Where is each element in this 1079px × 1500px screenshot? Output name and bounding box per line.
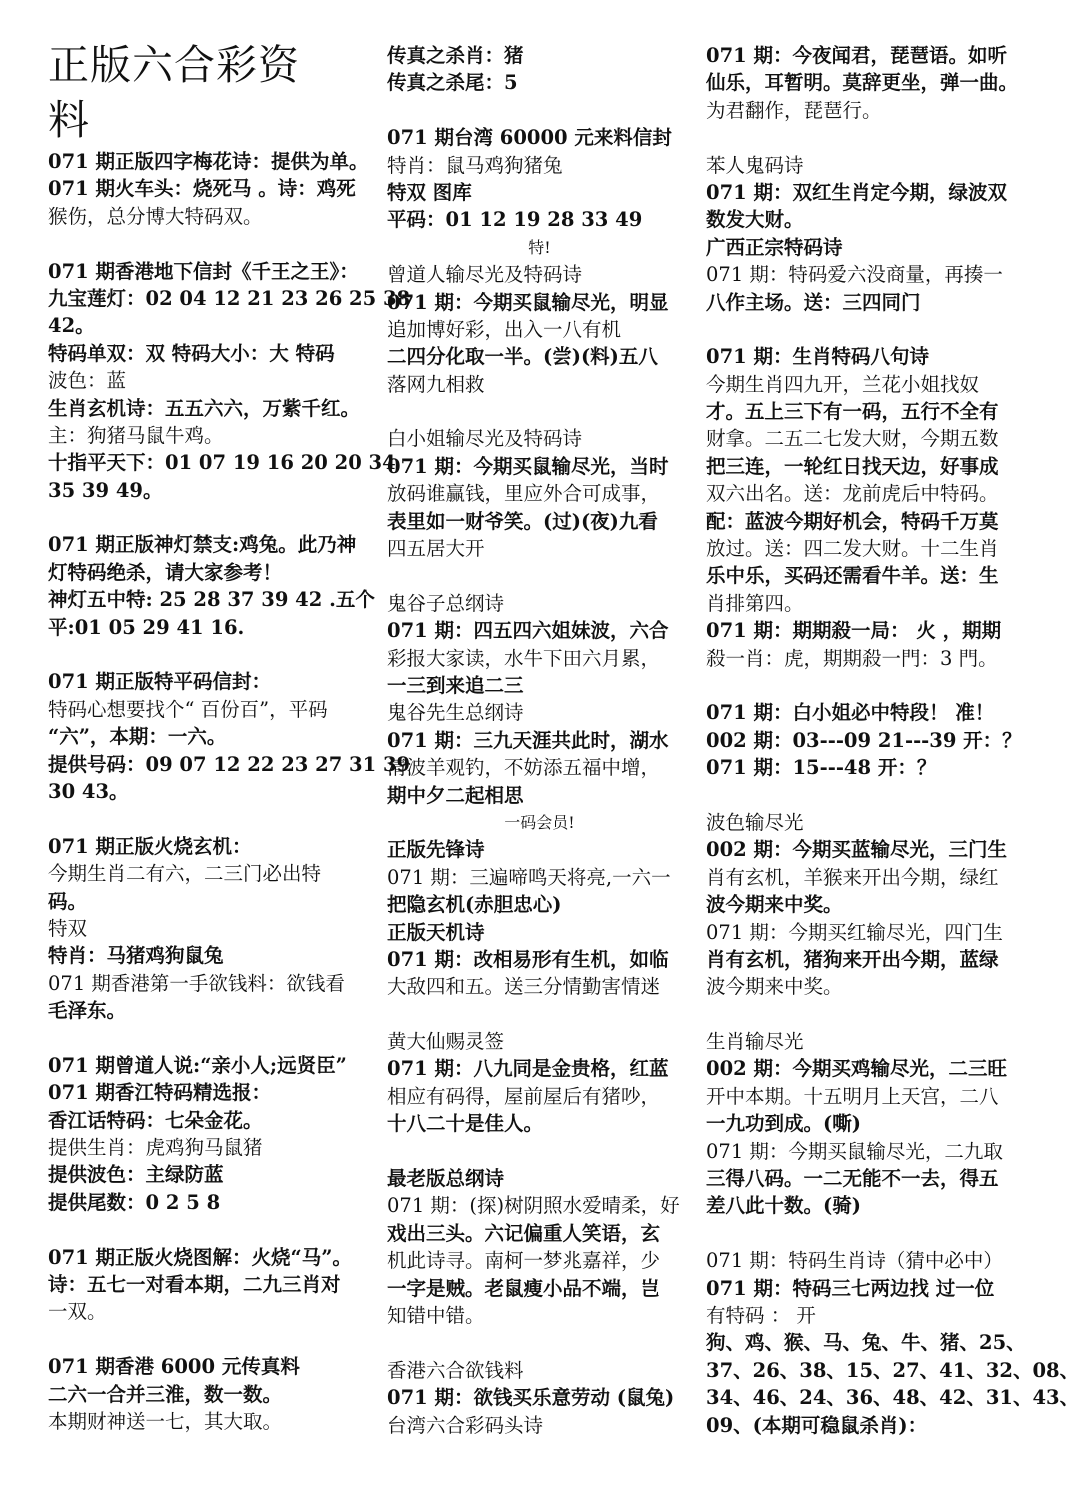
text-line: 数发大财。 (706, 208, 804, 232)
text-line: 乐中乐，买码还需看牛羊。送：生 (706, 564, 999, 588)
spacer (706, 28, 1036, 42)
spacer (706, 1001, 1036, 1028)
text-line: 071 期：今期买鼠输尽光，二九取 (706, 1139, 1003, 1163)
text-line: 码。 (48, 889, 88, 913)
text-line: 把隐玄机(赤胆忠心) (387, 893, 562, 917)
column-left (48, 0, 411, 1435)
spacer (387, 97, 692, 124)
spacer (48, 1025, 378, 1052)
text-line: 二六一合并三淮，数一数。 (48, 1382, 283, 1406)
text-line: 071 期：欲钱买乐意劳动 (鼠兔) (387, 1386, 675, 1410)
text-line: 诗：五七一对看本期，二九三肖对 (48, 1273, 341, 1297)
text-line: 071 期：三遍啼鸣天将亮,一六一 (387, 865, 671, 889)
spacer (387, 1001, 692, 1028)
text-line: 特双 图库 (387, 180, 472, 204)
page-title: 正版六合彩资 (48, 41, 300, 89)
spacer (48, 1326, 378, 1353)
text-line: 本期财神送一七，其大取。 (48, 1409, 283, 1433)
text-line: 清波羊观钓，不妨添五福中增， (387, 756, 661, 780)
text-line: 最老版总纲诗 (387, 1167, 505, 1191)
spacer (706, 316, 1036, 343)
spacer (387, 1329, 692, 1356)
text-line: 今期生肖二有六，二三门必出特 (48, 862, 322, 886)
text-line: 追加博好彩，出入一八有机 (387, 317, 622, 341)
text-line: 生肖输尽光 (706, 1030, 804, 1054)
text-line: 071 期：今夜闻君，琵琶语。如听 (706, 44, 1007, 67)
text-line: 071 期曾道人说:“亲小人;远贤臣” (48, 1053, 347, 1077)
text-line: 特码心想要找个“ 百份百”，平码 (48, 697, 328, 721)
text-line: 相应有码得，屋前屋后有猪吵， (387, 1084, 661, 1108)
text-line: 鬼谷子总纲诗 (387, 591, 505, 615)
text-line: 071 期香港地下信封《千王之王》： (48, 259, 359, 283)
text-line: 一双。 (48, 1300, 107, 1324)
text-line: 曾道人输尽光及特码诗 (387, 263, 583, 287)
text-line: 把三连，一轮红日找天边，好事成 (706, 454, 999, 478)
spacer (48, 641, 378, 668)
text-line: 四五居大开 (387, 537, 485, 561)
text-line: 42。 (48, 314, 95, 338)
text-line: 提供生肖：虎鸡狗马鼠猪 (48, 1136, 263, 1160)
text-line: 002 期：03---09 21---39 开：？ (706, 728, 1022, 752)
spacer (706, 1220, 1036, 1247)
text-line: 开中本期。十五明月上天宫，二八 (706, 1084, 999, 1108)
text-line: 落网九相救 (387, 372, 485, 396)
text-line: 猴伤，总分博大特码双。 (48, 204, 263, 228)
text-line: 波今期来中奖。 (706, 893, 843, 917)
text-line: 平:01 05 29 41 16. (48, 615, 245, 639)
text-line: 放过。送：四二发大财。十二生肖 (706, 537, 999, 561)
text-line: 071 期：15---48 开：？ (706, 756, 937, 780)
text-line: 鬼谷先生总纲诗 (387, 701, 524, 725)
text-line: 071 期台湾 60000 元来料信封 (387, 126, 672, 150)
text-line: 002 期：今期买蓝输尽光，三门生 (706, 838, 1007, 862)
text-line: 今期生肖四九开，兰花小姐找奴 (706, 372, 980, 396)
text-line: 071 期：今期买鼠输尽光，明显 (387, 290, 669, 314)
text-line: 二四分化取一半。(尝)(料)五八 (387, 345, 658, 369)
text-line: 特肖：鼠马鸡狗猪兔 (387, 153, 563, 177)
text-line: 071 期正版火烧图解：火烧“马”。 (48, 1245, 352, 1269)
text-line: 071 期：期期殺一局： 火 ，期期 (706, 619, 1002, 643)
text-line: 黄大仙赐灵签 (387, 1030, 505, 1054)
text-line: 071 期：(探)树阴照水爱晴柔，好 (387, 1194, 680, 1218)
text-line: 071 期：四五四六姐妹波，六合 (387, 619, 669, 643)
text-line: 传真之杀肖：猪 (387, 44, 524, 67)
spacer (706, 782, 1036, 809)
text-line: 071 期：特码生肖诗（猜中必中） (706, 1249, 1003, 1273)
text-line: 毛泽东。 (48, 999, 127, 1023)
spacer (706, 672, 1036, 699)
text-line: 波色：蓝 (48, 369, 127, 393)
text-line: 白小姐输尽光及特码诗 (387, 427, 583, 451)
text-line: 八作主场。送：三四同门 (706, 290, 921, 314)
spacer (387, 28, 692, 42)
text-line: 三得八码。一二无能不一去，得五 (706, 1167, 999, 1191)
spacer (387, 1138, 692, 1165)
text-line: 正版天机诗 (387, 920, 485, 944)
text-line: 十八二十是佳人。 (387, 1112, 544, 1136)
text-line: 肖有玄机，猪狗来开出今期，蓝绿 (706, 947, 999, 971)
text-line: 071 期：特码爱六没商量，再揍一 (706, 263, 1003, 287)
text-line: 差八此十数。(骑) (706, 1194, 861, 1218)
text-line: 戏出三头。六记偏重人笑语，玄 (387, 1221, 661, 1245)
text-line: 提供波色：主绿防蓝 (48, 1163, 224, 1187)
text-line: 34、46、24、36、48、42、31、43、 (706, 1386, 1079, 1410)
text-line: 071 期香港 6000 元传真料 (48, 1355, 300, 1379)
text-line: 35 39 49。 (48, 478, 163, 502)
text-line: 波色输尽光 (706, 810, 804, 834)
text-line: 殺一肖：虎，期期殺一門：3 門。 (706, 646, 998, 670)
text-line: 071 期：白小姐必中特段！ 准！ (706, 701, 995, 725)
text-line: “六”，本期：一六。 (48, 725, 227, 749)
text-line: 生肖玄机诗：五五六六，万紫千红。 (48, 396, 361, 420)
text-line: 香江话特码：七朵金花。 (48, 1108, 263, 1132)
text-line: 彩报大家读，水牛下田六月累， (387, 646, 661, 670)
text-line: 神灯五中特: 25 28 37 39 42 .五个 (48, 588, 375, 612)
spacer (48, 230, 378, 257)
text-line: 特! (528, 237, 551, 257)
text-line: 一九功到成。(嘶) (706, 1112, 861, 1136)
text-line: 肖有玄机，羊猴来开出今期，绿红 (706, 865, 999, 889)
text-line: 大敌四和五。送三分情勤害情迷 (387, 975, 661, 999)
spacer (387, 562, 692, 589)
text-line: 知错中错。 (387, 1303, 485, 1327)
text-line: 071 期：特码三七两边找 过一位 (706, 1276, 995, 1300)
text-line: 一字是贼。老鼠瘦小品不端，岂 (387, 1276, 661, 1300)
page-title: 料 (48, 96, 90, 144)
text-line: 主：狗猪马鼠牛鸡。 (48, 423, 224, 447)
column-right (706, 0, 1079, 1439)
text-line: 正版先锋诗 (387, 838, 485, 862)
text-line: 期中夕二起相思 (387, 783, 524, 807)
text-line: 一三到来追二三 (387, 673, 524, 697)
text-line: 灯特码绝杀，请大家参考！ (48, 560, 283, 584)
text-line: 放码谁赢钱，里应外合可成事， (387, 482, 661, 506)
text-line: 071 期香江特码精选报： (48, 1081, 271, 1105)
text-line: 波今期来中奖。 (706, 975, 843, 999)
text-line: 双六出名。送：龙前虎后中特码。 (706, 482, 999, 506)
text-line: 37、26、38、15、27、41、32、08、 (706, 1358, 1079, 1382)
text-line: 09、(本期可稳鼠杀肖)： (706, 1413, 928, 1437)
text-line: 十指平天下：01 07 19 16 20 20 34 (48, 451, 396, 475)
text-line: 071 期：生肖特码八句诗 (706, 345, 929, 369)
text-line: 有特码 ： 开 (706, 1303, 816, 1327)
text-line: 苯人鬼码诗 (706, 153, 804, 177)
text-line: 香港六合欲钱料 (387, 1358, 524, 1382)
text-line: 特肖：马猪鸡狗鼠兔 (48, 944, 224, 968)
text-line: 为君翻作，琵琶行。 (706, 98, 882, 122)
text-line: 仙乐，耳暂明。莫辞更坐，弹一曲。 (706, 71, 1019, 95)
text-line: 财拿。二五二七发大财，今期五数 (706, 427, 999, 451)
text-line: 071 期香港第一手欲钱料：欲钱看 (48, 971, 345, 995)
text-line: 机此诗寻。南柯一梦兆嘉祥，少 (387, 1249, 661, 1273)
text-line: 特码单双：双 特码大小：大 特码 (48, 341, 335, 365)
text-line: 一码会员! (504, 812, 575, 832)
text-line: 表里如一财爷笑。(过)(夜)九看 (387, 509, 658, 533)
text-line: 特双 (48, 916, 88, 940)
spacer (48, 1216, 378, 1243)
text-line: 传真之杀尾：5 (387, 71, 518, 95)
text-line: 配：蓝波今期好机会，特码千万莫 (706, 509, 999, 533)
spacer (706, 124, 1036, 151)
text-line: 002 期：今期买鸡输尽光，二三旺 (706, 1057, 1007, 1081)
text-line: 071 期火车头：烧死马 。诗：鸡死 (48, 177, 356, 201)
text-line: 狗、鸡、猴、马、兔、牛、猪、25、 (706, 1331, 1026, 1355)
text-line: 九宝莲灯：02 04 12 21 23 26 25 38 (48, 286, 411, 310)
spacer (48, 504, 378, 531)
text-line: 071 期正版特平码信封： (48, 670, 271, 694)
text-line: 台湾六合彩码头诗 (387, 1413, 544, 1437)
text-line: 才。五上三下有一码，五行不全有 (706, 400, 999, 424)
text-line: 提供尾数：0 2 5 8 (48, 1190, 221, 1214)
text-line: 071 期：八九同是金贵格，红蓝 (387, 1057, 669, 1081)
text-line: 071 期：改相易形有生机，如临 (387, 947, 669, 971)
text-line: 071 期正版四字梅花诗：提供为单。 (48, 150, 369, 173)
text-line: 071 期：双红生肖定今期，绿波双 (706, 180, 1007, 204)
text-line: 071 期：今期买鼠输尽光，当时 (387, 454, 669, 478)
text-line: 肖排第四。 (706, 591, 804, 615)
spacer (387, 398, 692, 425)
text-line: 30 43。 (48, 779, 129, 803)
text-line: 071 期正版火烧玄机： (48, 834, 252, 858)
text-line: 071 期正版神灯禁支:鸡兔。此乃神 (48, 533, 357, 557)
text-line: 提供号码：09 07 12 22 23 27 31 39 (48, 752, 411, 776)
text-line: 071 期：今期买红输尽光，四门生 (706, 920, 1003, 944)
column-middle (387, 0, 692, 1439)
text-line: 广西正宗特码诗 (706, 235, 843, 259)
text-line: 071 期：三九天涯共此时，湖水 (387, 728, 669, 752)
spacer (48, 805, 378, 832)
text-line: 平码：01 12 19 28 33 49 (387, 208, 643, 232)
